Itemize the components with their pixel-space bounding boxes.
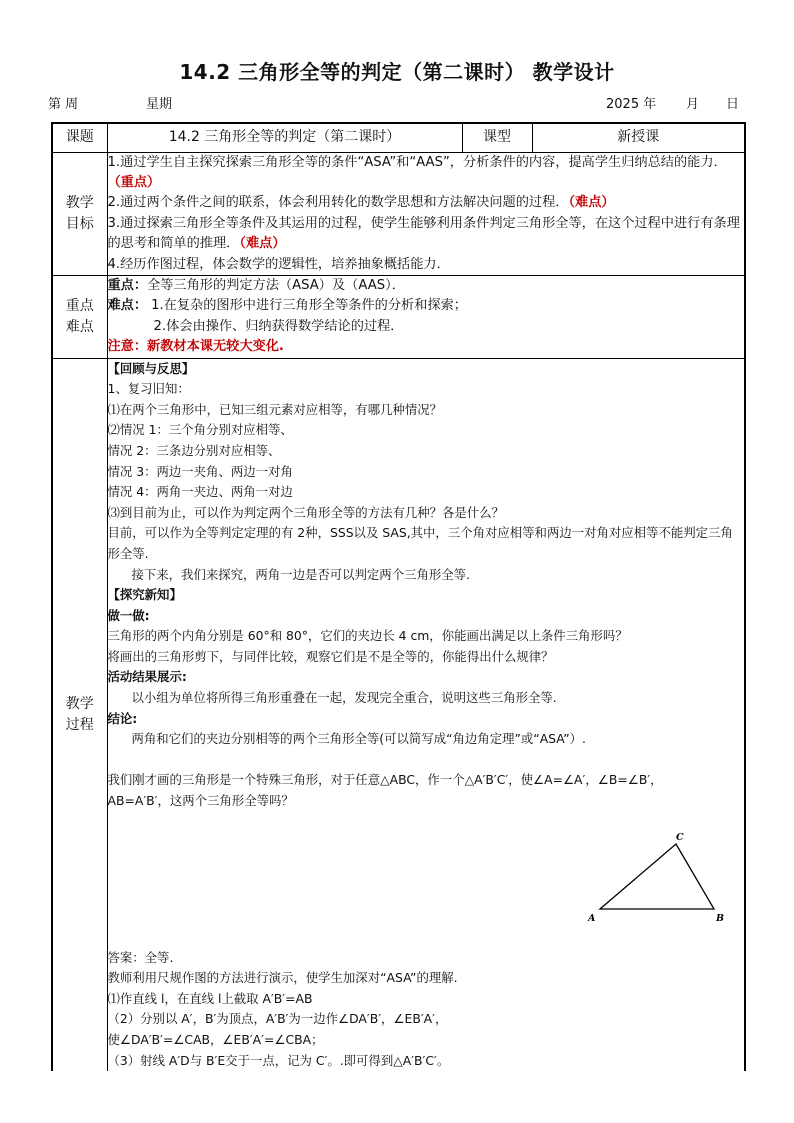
year-label: 2025 年 bbox=[606, 97, 657, 112]
key-label-text: 重点难点 bbox=[65, 297, 94, 335]
goals-label bbox=[52, 152, 107, 275]
weekday-label: 星期 bbox=[146, 97, 173, 112]
do-question: 三角形的两个内角分别是 60°和 80°，它们的夹边长 4 cm，你能画出满足以上条件三角形吗？ bbox=[107, 628, 628, 644]
goal-item: 4.经历作图过程，体会数学的逻辑性，培养抽象概括能力． bbox=[107, 256, 450, 272]
focus-label: 重点： bbox=[107, 277, 148, 293]
step-2a: （2）分别以 A′，B′为顶点，A′B′为一边作∠DA′B′，∠EB′A′， bbox=[107, 1011, 448, 1027]
triangle-abc-diagram bbox=[584, 830, 734, 922]
vertex-c-label: C bbox=[675, 831, 684, 843]
key-row bbox=[52, 275, 745, 358]
goals-content bbox=[107, 152, 745, 275]
step-1: ⑴作直线 l，在直线 l上截取 A′B′=AB bbox=[107, 990, 313, 1006]
step-3: （3）射线 A′D与 B′E交于一点，记为 C′。.即可得到△A′B′C′。 bbox=[107, 1052, 450, 1068]
goal-item: 2.通过两个条件之间的联系，体会利用转化的数学思想和方法解决问题的过程．（难点） bbox=[107, 195, 615, 211]
note-text: 注意：新教材本课无较大变化. bbox=[107, 339, 284, 355]
goals-label-text: 教学目标 bbox=[65, 194, 94, 232]
conclusion-heading: 结论: bbox=[107, 710, 138, 726]
week-label: 第 周 bbox=[48, 97, 79, 112]
goal-item: 1.通过学生自主探究探索三角形全等的条件“ASA”和“AAS”，分析条件的内容，提高学生归纳总结的能力．（重点） bbox=[107, 154, 727, 190]
topic-label: 课题 bbox=[52, 123, 107, 152]
vertex-b-label: B bbox=[715, 912, 724, 922]
triangle-figure bbox=[108, 812, 745, 948]
answer-text: 答案：全等. bbox=[107, 949, 174, 965]
explore-heading: 【探究新知】 bbox=[107, 587, 182, 603]
review-ans: 目前，可以作为全等判定定理的有 2种，SSS以及 SAS,其中，三个角对应相等和两边一对角对应相等不能判定三角形全等. bbox=[107, 525, 733, 561]
month-label: 月 bbox=[686, 97, 700, 112]
review-c4: 情况 4：两角一夹边、两角一对边 bbox=[107, 484, 293, 500]
special-question-1: 我们刚才画的三角形是一个特殊三角形，对于任意△ABC，作一个△A′B′C′，使∠A=∠A′，∠B=∠B′， bbox=[107, 772, 663, 788]
key-label bbox=[52, 275, 107, 358]
review-heading: 【回顾与反思】 bbox=[107, 360, 195, 376]
difficulty-2: 2.体会由操作、归纳获得数学结论的过程． bbox=[153, 318, 404, 334]
step-2b: 使∠DA′B′=∠CAB，∠EB′A′=∠CBA； bbox=[107, 1032, 324, 1047]
topic-value: 14.2 三角形全等的判定（第二课时） bbox=[107, 123, 462, 152]
process-content bbox=[107, 358, 745, 1071]
review-c1: ⑵情况 1：三个角分别对应相等、 bbox=[107, 422, 293, 438]
key-content bbox=[107, 275, 745, 358]
day-label: 日 bbox=[726, 97, 740, 112]
type-label: 课型 bbox=[462, 123, 532, 152]
type-value: 新授课 bbox=[532, 123, 745, 152]
document-title: 14.2 三角形全等的判定（第二课时） 教学设计 bbox=[179, 60, 615, 84]
process-label-text: 教学过程 bbox=[65, 695, 94, 733]
focus-text: 全等三角形的判定方法（ASA）及（AAS）． bbox=[147, 277, 405, 293]
review-1: 1、复习旧知： bbox=[107, 381, 190, 397]
header-row bbox=[52, 123, 745, 152]
activity-heading: 活动结果展示: bbox=[107, 669, 187, 685]
activity-text: 以小组为单位将所得三角形重叠在一起，发现完全重合，说明这些三角形全等. bbox=[131, 690, 557, 706]
review-c2: 情况 2：三条边分别对应相等、 bbox=[107, 442, 281, 458]
conclusion-text: 两角和它们的夹边分别相等的两个三角形全等(可以简写成“角边角定理”或“ASA”）. bbox=[131, 731, 586, 747]
demo-text: 教师利用尺规作图的方法进行演示，使学生加深对“ASA”的理解. bbox=[107, 970, 458, 986]
triangle-abc bbox=[600, 844, 714, 909]
goals-row bbox=[52, 152, 745, 275]
difficulty-1: 1.在复杂的图形中进行三角形全等条件的分析和探索； bbox=[151, 298, 467, 314]
goal-item: 3.通过探索三角形全等条件及其运用的过程，使学生能够利用条件判定三角形全等，在这个过程中进行有条理的思考和简单的推理．（难点） bbox=[107, 215, 740, 252]
lesson-plan-table bbox=[51, 122, 746, 1071]
review-c3: 情况 3：两边一夹角、两边一对角 bbox=[107, 463, 293, 479]
special-question-2: AB=A′B′，这两个三角形全等吗？ bbox=[107, 793, 294, 809]
review-next: 接下来，我们来探究，两角一边是否可以判定两个三角形全等. bbox=[131, 566, 470, 582]
do-heading: 做一做: bbox=[107, 607, 150, 623]
do-question-2: 将画出的三角形剪下，与同伴比较，观察它们是不是全等的，你能得出什么规律？ bbox=[107, 648, 554, 664]
vertex-a-label: A bbox=[587, 912, 595, 922]
review-q3: ⑶到目前为止，可以作为判定两个三角形全等的方法有几种？各是什么？ bbox=[107, 504, 504, 520]
difficulty-label: 难点： bbox=[107, 298, 148, 314]
process-row bbox=[52, 358, 745, 1071]
review-q1: ⑴在两个三角形中，已知三组元素对应相等，有哪几种情况？ bbox=[107, 401, 443, 417]
process-label bbox=[52, 358, 107, 1071]
